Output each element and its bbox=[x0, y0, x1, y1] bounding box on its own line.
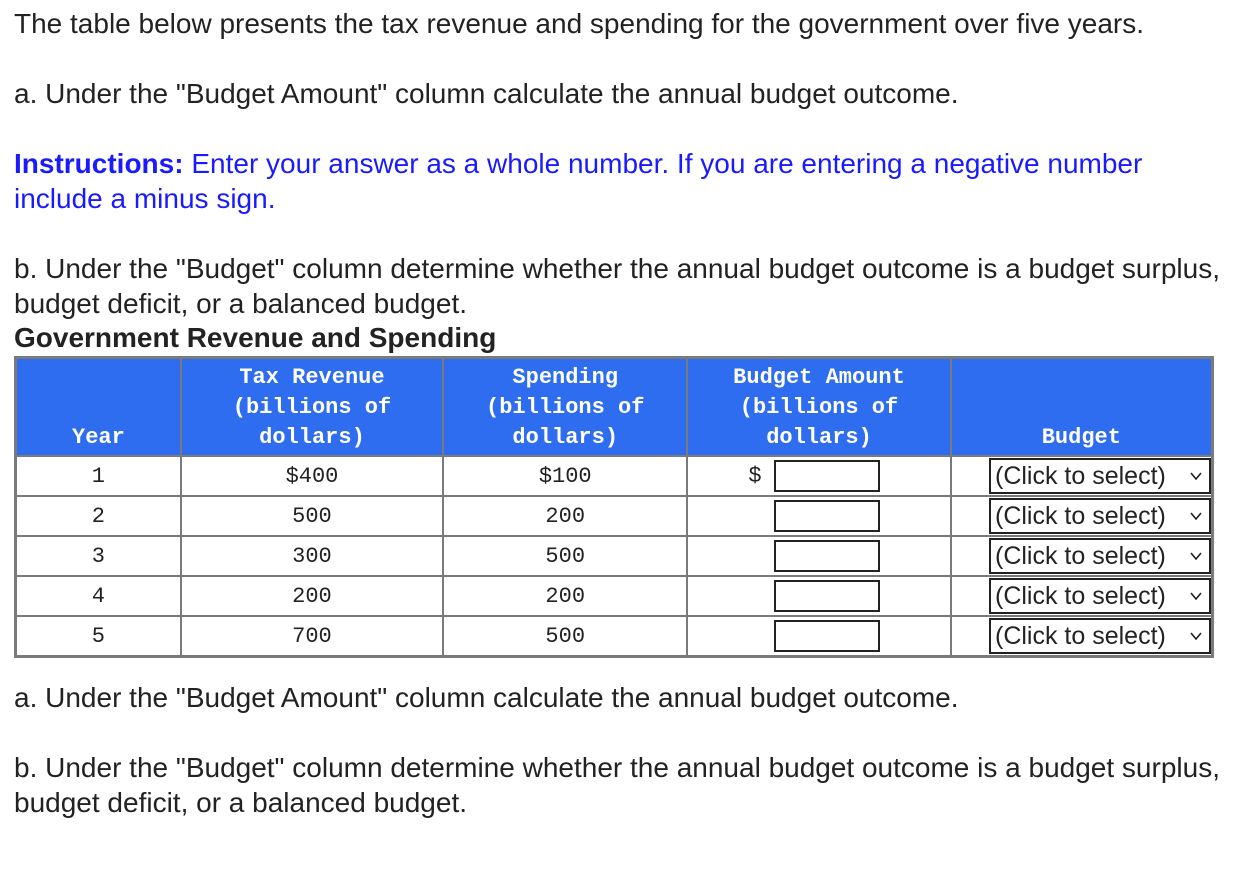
cell-budget bbox=[952, 497, 1211, 535]
header-year: Year bbox=[17, 359, 180, 455]
budget-amount-input[interactable] bbox=[774, 460, 880, 492]
cell-year: 4 bbox=[17, 577, 180, 615]
intro-text: The table below presents the tax revenue and spending for the government over five years. bbox=[14, 8, 1145, 39]
chevron-down-icon bbox=[1189, 629, 1203, 643]
cell-tax-revenue: 700 bbox=[182, 617, 442, 655]
chevron-down-icon bbox=[1189, 589, 1203, 603]
budget-amount-input[interactable] bbox=[774, 620, 880, 652]
budget-select[interactable] bbox=[989, 498, 1211, 534]
revenue-spending-table bbox=[14, 356, 1214, 658]
chevron-down-icon bbox=[1189, 509, 1203, 523]
cell-tax-revenue: $400 bbox=[182, 457, 442, 495]
budget-amount-input[interactable] bbox=[774, 580, 880, 612]
instructions-body: Enter your answer as a whole number. If you are entering a negative number include a minus sign. bbox=[14, 148, 1143, 214]
cell-tax-revenue: 300 bbox=[182, 537, 442, 575]
part-a-text: a. Under the "Budget Amount" column calculate the annual budget outcome. bbox=[14, 78, 959, 109]
cell-budget bbox=[952, 457, 1211, 495]
budget-select-value: (Click to select) bbox=[995, 581, 1166, 610]
footer-part-b-text: b. Under the "Budget" column determine whether the annual budget outcome is a budget surplus, budget deficit, or a balanced budget. bbox=[14, 752, 1220, 818]
instructions-text bbox=[14, 146, 1220, 216]
budget-select-value: (Click to select) bbox=[995, 621, 1166, 650]
cell-budget-amount bbox=[688, 457, 949, 495]
cell-spending: $100 bbox=[444, 457, 686, 495]
chevron-down-icon bbox=[1189, 469, 1203, 483]
budget-select[interactable] bbox=[989, 578, 1211, 614]
table-title: Government Revenue and Spending bbox=[14, 322, 497, 353]
cell-tax-revenue: 200 bbox=[182, 577, 442, 615]
cell-year: 1 bbox=[17, 457, 180, 495]
cell-year: 2 bbox=[17, 497, 180, 535]
dollar-sign: $ bbox=[748, 463, 762, 489]
cell-budget bbox=[952, 617, 1211, 655]
budget-amount-input[interactable] bbox=[774, 540, 880, 572]
table-header-row bbox=[17, 359, 1211, 455]
table-row bbox=[17, 457, 1211, 495]
cell-spending: 200 bbox=[444, 497, 686, 535]
budget-select[interactable] bbox=[989, 538, 1211, 574]
table-row bbox=[17, 577, 1211, 615]
cell-budget bbox=[952, 537, 1211, 575]
footer-part-a-text: a. Under the "Budget Amount" column calculate the annual budget outcome. bbox=[14, 682, 959, 713]
table-row bbox=[17, 497, 1211, 535]
budget-select-value: (Click to select) bbox=[995, 501, 1166, 530]
table-row bbox=[17, 537, 1211, 575]
cell-tax-revenue: 500 bbox=[182, 497, 442, 535]
cell-year: 5 bbox=[17, 617, 180, 655]
cell-year: 3 bbox=[17, 537, 180, 575]
budget-select[interactable] bbox=[989, 458, 1211, 494]
budget-select-value: (Click to select) bbox=[995, 461, 1166, 490]
cell-budget-amount bbox=[688, 617, 949, 655]
budget-amount-input[interactable] bbox=[774, 500, 880, 532]
cell-budget-amount bbox=[688, 537, 949, 575]
chevron-down-icon bbox=[1189, 549, 1203, 563]
cell-spending: 500 bbox=[444, 537, 686, 575]
budget-select-value: (Click to select) bbox=[995, 541, 1166, 570]
cell-budget bbox=[952, 577, 1211, 615]
part-b-text: b. Under the "Budget" column determine whether the annual budget outcome is a budget surplus, budget deficit, or a balanced budget. bbox=[14, 253, 1220, 319]
header-budget-amount: Budget Amount (billions of dollars) bbox=[688, 359, 949, 455]
table-row bbox=[17, 617, 1211, 655]
header-tax-revenue: Tax Revenue (billions of dollars) bbox=[182, 359, 442, 455]
budget-select[interactable] bbox=[989, 618, 1211, 654]
instructions-label: Instructions: bbox=[14, 148, 184, 179]
cell-spending: 200 bbox=[444, 577, 686, 615]
cell-budget-amount bbox=[688, 577, 949, 615]
header-budget: Budget bbox=[952, 359, 1211, 455]
cell-budget-amount bbox=[688, 497, 949, 535]
header-spending: Spending (billions of dollars) bbox=[444, 359, 686, 455]
cell-spending: 500 bbox=[444, 617, 686, 655]
